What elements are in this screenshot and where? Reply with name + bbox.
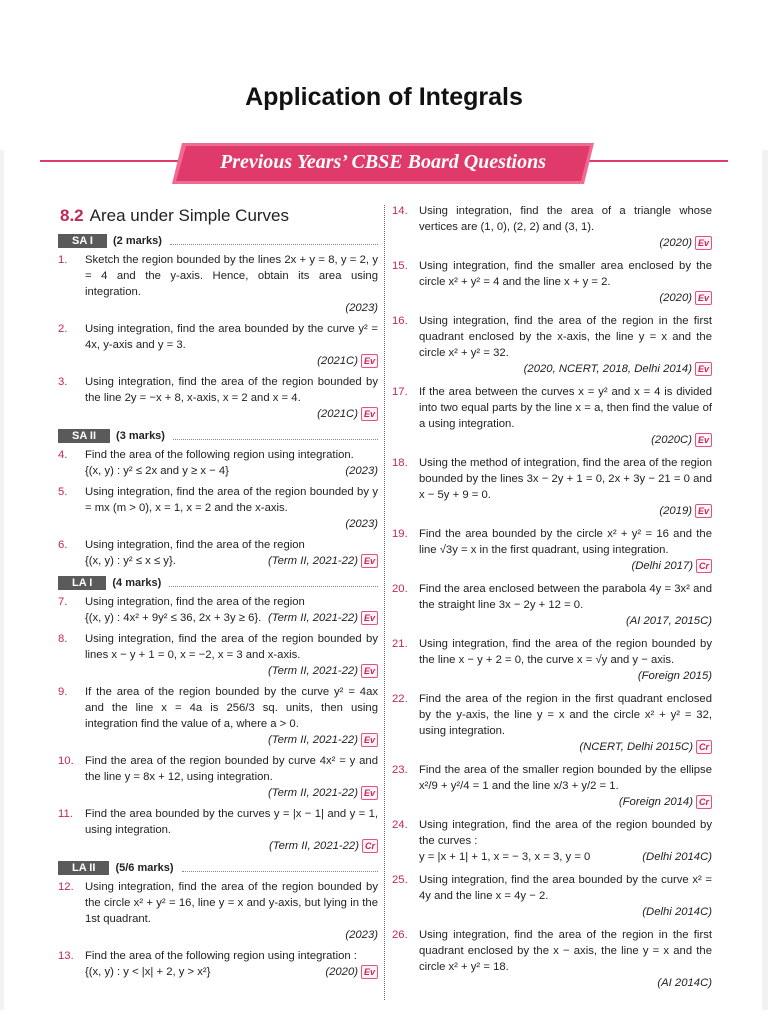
question-source-row <box>419 361 712 377</box>
question-source-wrap <box>268 553 378 569</box>
question-source: (2020) <box>659 237 692 249</box>
question-source: (AI 2014C) <box>657 977 712 989</box>
question-source: (Delhi 2017) <box>631 560 693 572</box>
question-item <box>392 636 712 684</box>
question-source-row <box>419 432 712 448</box>
question-number: 15. <box>392 260 408 272</box>
question-number: 26. <box>392 929 408 941</box>
question-source-wrap <box>659 235 712 251</box>
question-item <box>392 203 712 251</box>
page-edge-right <box>762 150 768 1010</box>
question-number: 6. <box>58 539 68 551</box>
question-text: Using integration, find the area of the region bounded by the curves : <box>419 819 712 847</box>
question-source-row <box>419 849 712 865</box>
question-body <box>85 447 378 479</box>
question-body <box>419 581 712 629</box>
question-body <box>419 384 712 448</box>
question-source-wrap <box>269 838 378 854</box>
question-number: 10. <box>58 755 74 767</box>
question-source-wrap <box>626 613 712 629</box>
question-number: 20. <box>392 583 408 595</box>
question-set-notation: {(x, y) : y² ≤ 2x and y ≥ x − 4} <box>85 465 229 477</box>
difficulty-badge: Ev <box>361 407 378 421</box>
category-marks: (2 marks) <box>113 235 162 247</box>
difficulty-badge: Ev <box>695 236 712 250</box>
question-text: Find the area bounded by the curves y = |x − 1| and y = 1, using integration. <box>85 808 378 836</box>
question-number: 21. <box>392 638 408 650</box>
question-text: Find the area of the region in the first quadrant enclosed by the y-axis, the line y = x and the circle x² + y² = 32, using integration. <box>419 693 712 737</box>
question-item <box>392 526 712 574</box>
question-source: (2020, NCERT, 2018, Delhi 2014) <box>523 363 692 375</box>
question-number: 16. <box>392 315 408 327</box>
question-source-wrap <box>268 785 378 801</box>
question-source-wrap <box>268 732 378 748</box>
question-text: Find the area bounded by the circle x² + y² = 16 and the line √3y = x in the first quadrant, using integration. <box>419 528 712 556</box>
question-source-row <box>419 613 712 629</box>
difficulty-badge: Cr <box>362 839 378 853</box>
question-source-row <box>85 927 378 943</box>
question-source: (2019) <box>659 505 692 517</box>
question-item <box>58 594 378 626</box>
question-number: 1. <box>58 254 68 266</box>
question-source-row <box>419 739 712 755</box>
question-source-wrap <box>524 361 712 377</box>
question-item <box>392 872 712 920</box>
difficulty-badge: Ev <box>695 291 712 305</box>
question-source-wrap <box>325 964 378 980</box>
question-number: 18. <box>392 457 408 469</box>
section-number: 8.2 <box>60 206 84 225</box>
question-number: 5. <box>58 486 68 498</box>
question-source: (2020C) <box>651 434 692 446</box>
question-source: (Foreign 2015) <box>637 670 712 682</box>
question-set-notation: y = |x + 1| + 1, x = − 3, x = 3, y = 0 <box>419 851 591 863</box>
question-item <box>392 384 712 448</box>
question-body <box>85 879 378 943</box>
question-text: Find the area of the following region using integration : <box>85 950 357 962</box>
question-body <box>85 594 378 626</box>
question-body <box>85 537 378 569</box>
question-source: (2023) <box>345 929 378 941</box>
question-body <box>419 762 712 810</box>
column-divider <box>384 205 385 1000</box>
category-rule <box>170 237 378 245</box>
question-item <box>58 447 378 479</box>
question-number: 23. <box>392 764 408 776</box>
question-text: Using integration, find the area of the region in the first quadrant enclosed by the x-axis, the line y = x and the circle x² + y² = 32. <box>419 315 712 359</box>
question-source: (Term II, 2021-22) <box>267 734 358 746</box>
question-number: 4. <box>58 449 68 461</box>
question-source: (Delhi 2014C) <box>642 906 712 918</box>
category-tag: LA II <box>58 861 109 875</box>
banner-rule-left <box>40 160 180 162</box>
question-source-wrap <box>659 290 712 306</box>
difficulty-badge: Ev <box>361 354 378 368</box>
question-number: 3. <box>58 376 68 388</box>
marks-category <box>58 576 378 590</box>
question-text: Using integration, find the area bounded by the curve y² = 4x, y-axis and y = 3. <box>85 323 378 351</box>
question-number: 2. <box>58 323 68 335</box>
category-tag: SA II <box>58 429 110 443</box>
question-source: (Foreign 2014) <box>618 796 693 808</box>
question-source: (Term II, 2021-22) <box>268 840 359 852</box>
question-source-row <box>85 463 378 479</box>
question-source-row <box>85 785 378 801</box>
question-source-row <box>85 663 378 679</box>
category-marks: (3 marks) <box>116 430 165 442</box>
banner <box>172 143 594 184</box>
question-number: 7. <box>58 596 68 608</box>
question-source: (Term II, 2021-22) <box>267 787 358 799</box>
question-item <box>58 753 378 801</box>
category-marks: (4 marks) <box>112 577 162 589</box>
question-item <box>392 455 712 519</box>
question-source: (Term II, 2021-22) <box>267 665 358 677</box>
right-column <box>392 203 712 998</box>
question-item <box>392 817 712 865</box>
marks-category <box>58 429 378 443</box>
difficulty-badge: Ev <box>695 504 712 518</box>
question-body <box>419 817 712 865</box>
banner-rule-right <box>586 160 728 162</box>
question-source: (2023) <box>345 302 378 314</box>
question-body <box>419 313 712 377</box>
question-source: (Delhi 2014C) <box>642 851 712 863</box>
question-body <box>419 203 712 251</box>
difficulty-badge: Ev <box>361 664 378 678</box>
question-source-wrap <box>642 849 712 865</box>
question-item <box>58 806 378 854</box>
question-body <box>85 753 378 801</box>
question-source-row <box>85 300 378 316</box>
question-text: Find the area of the smaller region bounded by the ellipse x²/9 + y²/4 = 1 and the line x/3 + y/2 = 1. <box>419 764 712 792</box>
question-source-row <box>85 610 378 626</box>
question-source: (2023) <box>345 518 378 530</box>
section-heading <box>60 205 378 227</box>
question-source-wrap <box>657 975 712 991</box>
question-number: 8. <box>58 633 68 645</box>
question-body <box>419 872 712 920</box>
question-body <box>419 927 712 991</box>
question-source-wrap <box>268 610 378 626</box>
question-source-wrap <box>268 663 378 679</box>
question-source-wrap <box>619 794 712 810</box>
question-source-row <box>419 558 712 574</box>
question-number: 22. <box>392 693 408 705</box>
question-set-notation: {(x, y) : y² ≤ x ≤ y}. <box>85 555 176 567</box>
question-text: Using integration, find the area of the region bounded by lines x − y + 1 = 0, x = −2, x = 3 and x-axis. <box>85 633 378 661</box>
question-item <box>392 762 712 810</box>
chapter-title: Application of Integrals <box>245 83 523 111</box>
question-number: 9. <box>58 686 68 698</box>
category-rule <box>173 432 378 440</box>
question-set-notation: {(x, y) : 4x² + 9y² ≤ 36, 2x + 3y ≥ 6}. <box>85 612 262 624</box>
difficulty-badge: Ev <box>361 611 378 625</box>
question-text: If the area of the region bounded by the curve y² = 4ax and the line x = 4a is 256/3 sq. units, then using integration find the value of a, where a > 0. <box>85 686 378 730</box>
question-body <box>419 258 712 306</box>
question-item <box>58 631 378 679</box>
question-text: Using the method of integration, find the area of the region bounded by the lines 3x − 2y + 1 = 0, 2x + 3y − 21 = 0 and x − 5y + 9 = 0. <box>419 457 712 501</box>
question-source: (Term II, 2021-22) <box>267 555 358 567</box>
category-tag: SA I <box>58 234 107 248</box>
question-number: 25. <box>392 874 408 886</box>
page-edge-left <box>0 150 4 1010</box>
question-body <box>85 684 378 748</box>
question-source-wrap <box>345 927 378 943</box>
section-title: Area under Simple Curves <box>89 206 290 225</box>
question-source: (2021C) <box>317 355 358 367</box>
question-item <box>392 581 712 629</box>
category-marks: (5/6 marks) <box>115 862 174 874</box>
question-body <box>419 691 712 755</box>
question-source-wrap <box>345 300 378 316</box>
question-text: Find the area enclosed between the parabola 4y = 3x² and the straight line 3x − 2y + 12 = 0. <box>419 583 712 611</box>
marks-category <box>58 861 378 875</box>
question-body <box>85 948 378 980</box>
question-source: (2020) <box>325 966 358 978</box>
question-source-wrap <box>642 904 712 920</box>
question-item <box>392 258 712 306</box>
question-source-row <box>85 732 378 748</box>
question-text: Using integration, find the area of the region in the first quadrant enclosed by the x − axis, the line y = x and the circle x² + y² = 18. <box>419 929 712 973</box>
question-source-wrap <box>345 516 378 532</box>
question-body <box>85 321 378 369</box>
question-number: 24. <box>392 819 408 831</box>
question-item <box>392 313 712 377</box>
question-text: Sketch the region bounded by the lines 2x + y = 8, y = 2, y = 4 and the y-axis. Hence, obtain its area using integration. <box>85 254 378 298</box>
question-source-wrap <box>651 432 712 448</box>
question-item <box>58 879 378 943</box>
question-body <box>85 631 378 679</box>
marks-category <box>58 234 378 248</box>
question-text: Using integration, find the area of the region bounded by y = mx (m > 0), x = 1, x = 2 and the x-axis. <box>85 486 378 514</box>
question-source-row <box>85 553 378 569</box>
question-text: Using integration, find the smaller area enclosed by the circle x² + y² = 4 and the line x + y = 2. <box>419 260 712 288</box>
question-source-row <box>85 406 378 422</box>
question-source-wrap <box>659 503 712 519</box>
question-source-row <box>419 290 712 306</box>
banner-title: Previous Years’ CBSE Board Questions <box>220 151 546 173</box>
question-source: (2023) <box>345 465 378 477</box>
difficulty-badge: Ev <box>695 433 712 447</box>
question-item <box>58 684 378 748</box>
question-number: 11. <box>58 808 73 820</box>
question-source: (AI 2017, 2015C) <box>625 615 712 627</box>
question-source-row <box>85 838 378 854</box>
question-item <box>58 948 378 980</box>
category-tag: LA I <box>58 576 106 590</box>
question-text: Find the area of the following region using integration. <box>85 449 354 461</box>
question-text: Using integration, find the area of the region <box>85 596 305 608</box>
question-text: Find the area of the region bounded by curve 4x² = y and the line y = 8x + 12, using integration. <box>85 755 378 783</box>
question-text: Using integration, find the area of a triangle whose vertices are (1, 0), (2, 2) and (3, 1). <box>419 205 712 233</box>
question-item <box>58 484 378 532</box>
question-text: Using integration, find the area of the region <box>85 539 305 551</box>
question-source-wrap <box>317 353 378 369</box>
question-source: (2021C) <box>317 408 358 420</box>
question-source-row <box>419 904 712 920</box>
question-source-wrap <box>579 739 712 755</box>
difficulty-badge: Ev <box>361 733 378 747</box>
question-text: If the area between the curves x = y² and x = 4 is divided into two equal parts by the line x = a, then find the value of a using integration. <box>419 386 712 430</box>
question-source-wrap <box>638 668 712 684</box>
question-source-wrap <box>345 463 378 479</box>
question-source-row <box>419 235 712 251</box>
question-set-notation: {(x, y) : y < |x| + 2, y > x²} <box>85 966 211 978</box>
question-source-wrap <box>317 406 378 422</box>
question-source: (Term II, 2021-22) <box>267 612 358 624</box>
question-number: 19. <box>392 528 408 540</box>
question-number: 13. <box>58 950 74 962</box>
difficulty-badge: Cr <box>696 795 712 809</box>
question-source-wrap <box>631 558 712 574</box>
question-text: Using integration, find the area of the region bounded by the line 2y = −x + 8, x-axis, x = 2 and x = 4. <box>85 376 378 404</box>
difficulty-badge: Cr <box>696 740 712 754</box>
difficulty-badge: Ev <box>361 554 378 568</box>
question-source-row <box>85 516 378 532</box>
category-rule <box>182 864 378 872</box>
question-item <box>58 374 378 422</box>
question-body <box>85 484 378 532</box>
question-body <box>85 806 378 854</box>
question-text: Using integration, find the area of the region bounded by the line x − y + 2 = 0, the curve x = √y and y − axis. <box>419 638 712 666</box>
question-item <box>392 927 712 991</box>
question-number: 14. <box>392 205 408 217</box>
question-source-row <box>419 794 712 810</box>
question-source-row <box>85 964 378 980</box>
question-body <box>85 252 378 316</box>
difficulty-badge: Cr <box>696 559 712 573</box>
difficulty-badge: Ev <box>361 965 378 979</box>
question-body <box>419 636 712 684</box>
question-text: Using integration, find the area bounded by the curve x² = 4y and the line x = 4y − 2. <box>419 874 712 902</box>
question-source: (NCERT, Delhi 2015C) <box>579 741 693 753</box>
question-text: Using integration, find the area of the region bounded by the circle x² + y² = 16, line y = x and y-axis, but lying in the 1st quadrant. <box>85 881 378 925</box>
question-number: 12. <box>58 881 74 893</box>
question-source-row <box>85 353 378 369</box>
question-item <box>58 252 378 316</box>
question-item <box>392 691 712 755</box>
question-source-row <box>419 975 712 991</box>
difficulty-badge: Ev <box>361 786 378 800</box>
question-source-row <box>419 503 712 519</box>
left-column <box>58 203 378 985</box>
difficulty-badge: Ev <box>695 362 712 376</box>
question-item <box>58 537 378 569</box>
question-item <box>58 321 378 369</box>
question-body <box>419 455 712 519</box>
question-body <box>85 374 378 422</box>
question-number: 17. <box>392 386 408 398</box>
question-body <box>419 526 712 574</box>
question-source-row <box>419 668 712 684</box>
question-source: (2020) <box>659 292 692 304</box>
category-rule <box>169 579 378 587</box>
